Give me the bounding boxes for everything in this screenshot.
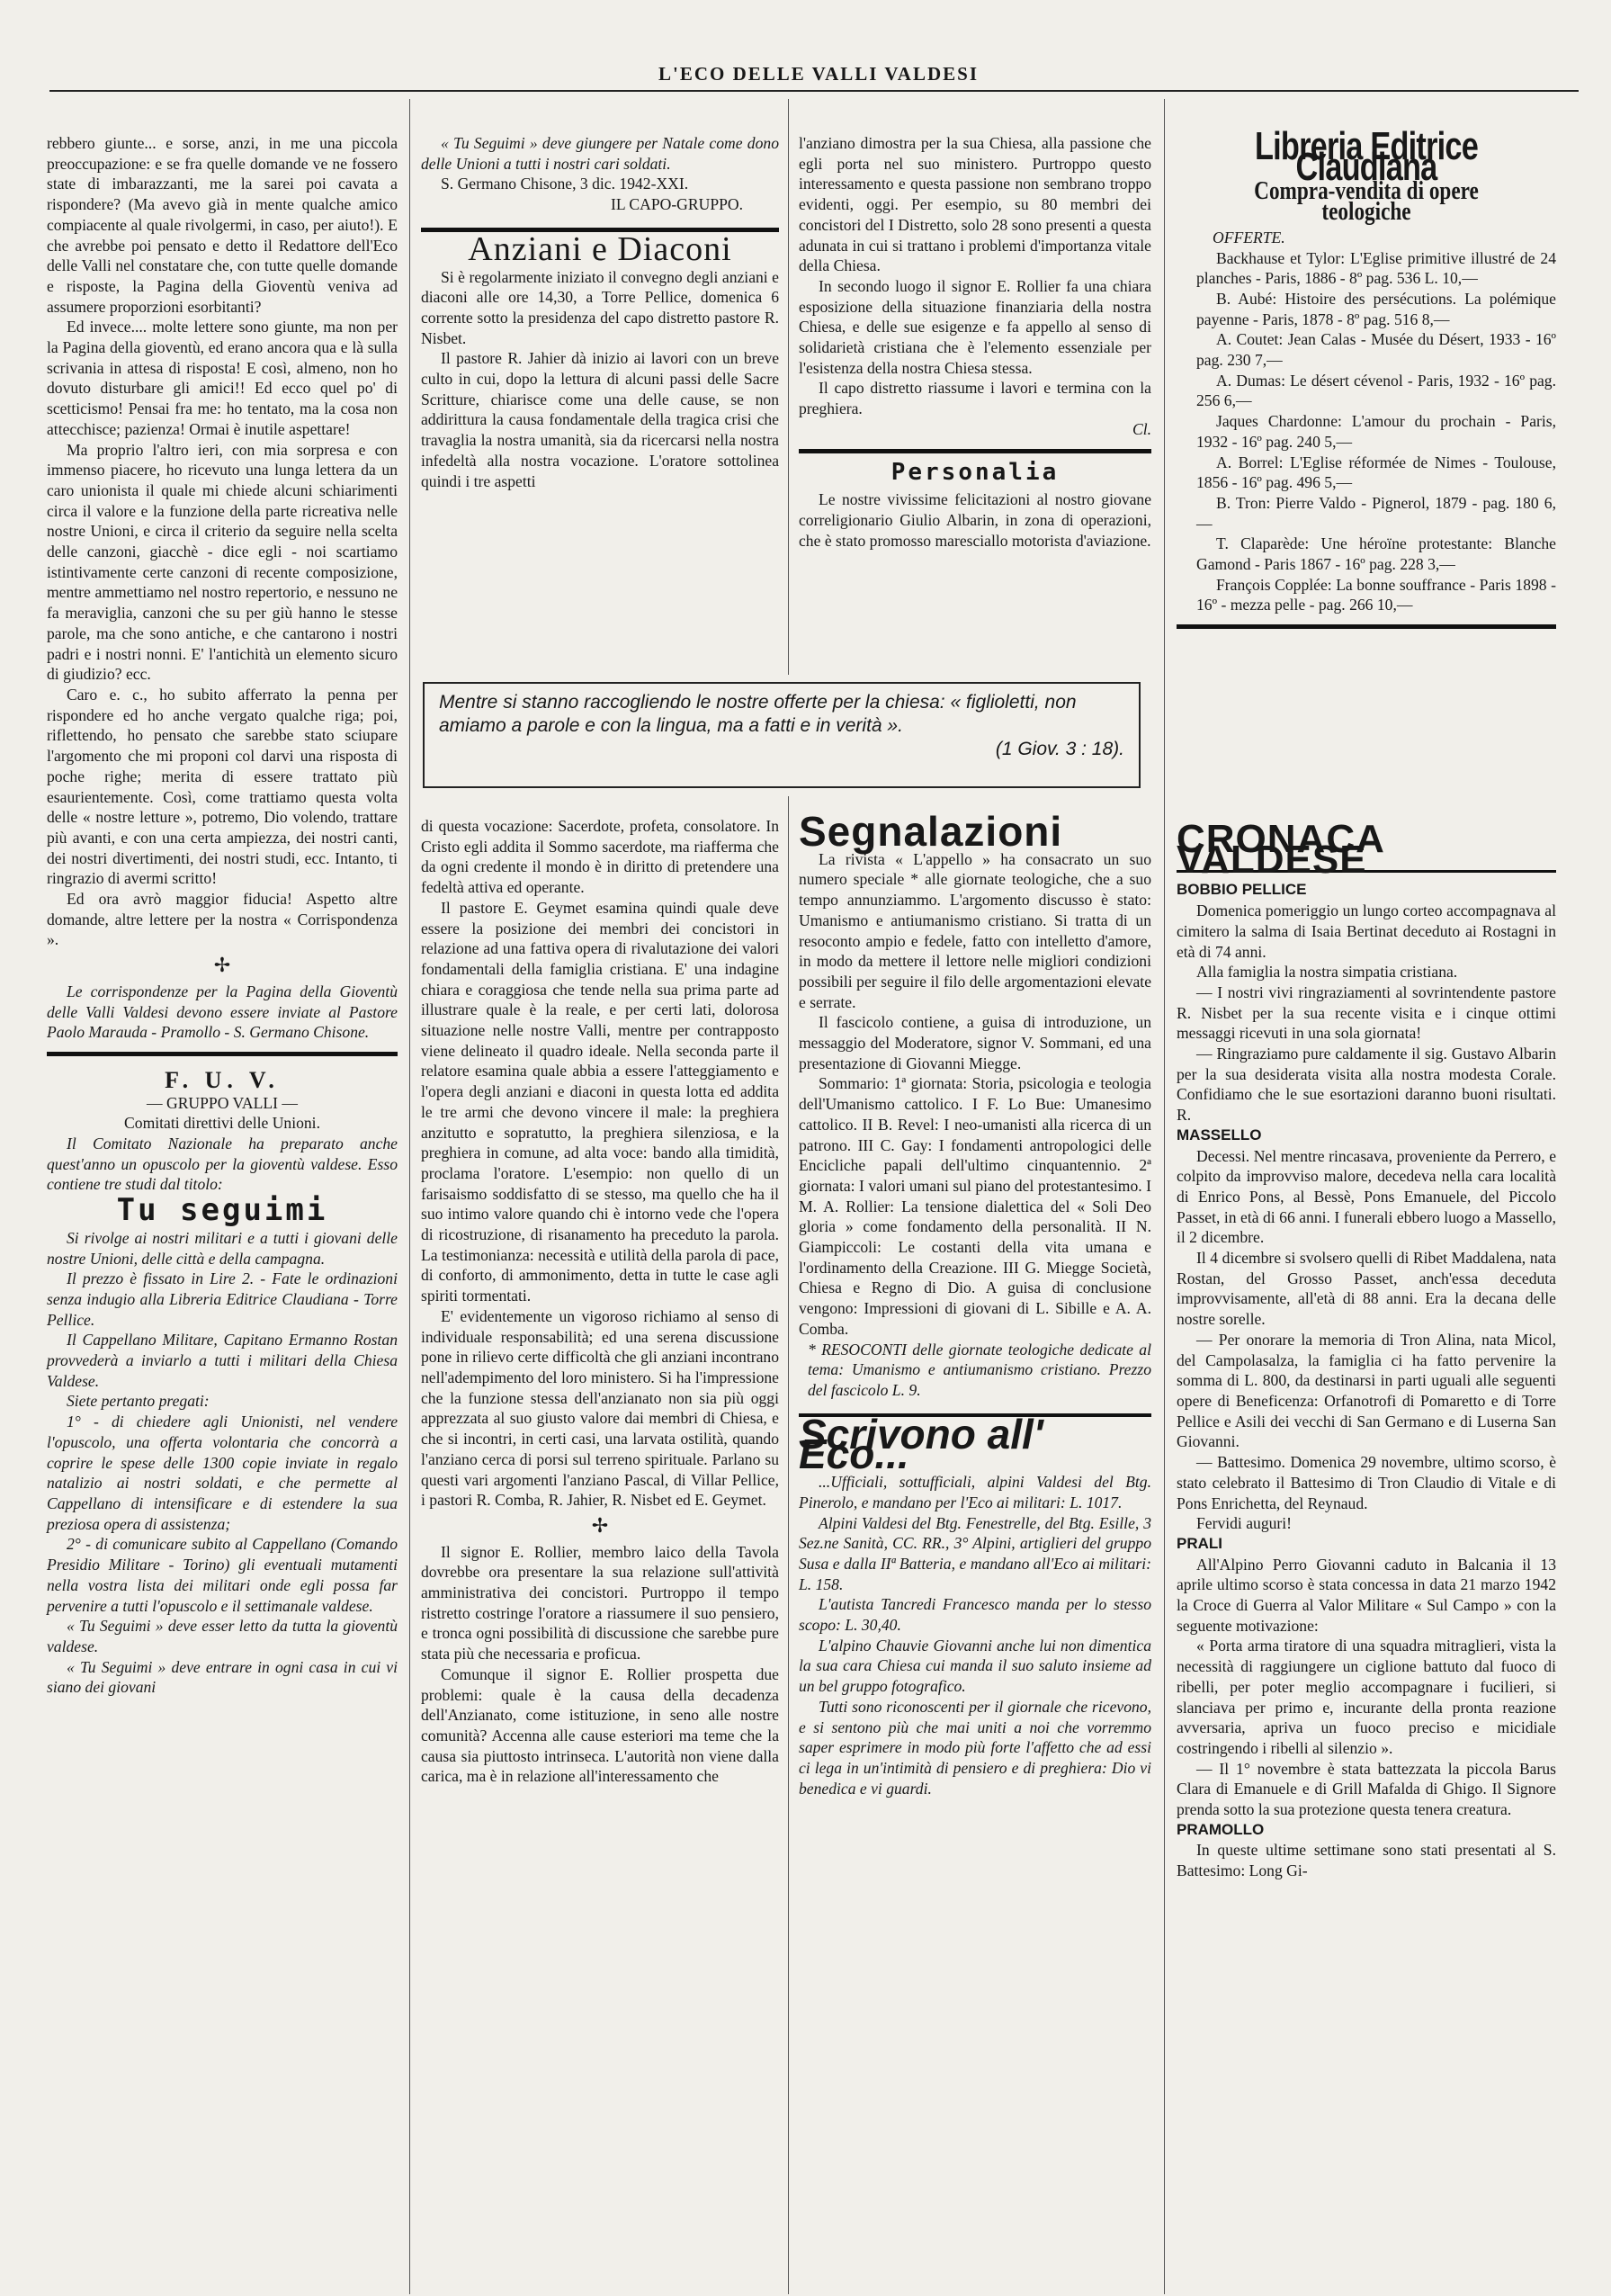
article-paragraph: La rivista « L'appello » ha consacrato un suo numero speciale * alle giornate teologiche, che a suo tempo annunziammo. L'argomento discusso è stato: Umanismo e antiumanismo cristiano. Si tratta di un resoconto ampio e fedele, fatto con intelletto d'amore, in modo da mettere il lettore nelle migliori condizioni possibili per seguire il filo delle argomentazioni elevate e serrate. [799, 849, 1151, 1011]
article-paragraph: All'Alpino Perro Giovanni caduto in Balcania il 13 aprile ultimo scorso è stata concessa in data 21 marzo 1942 la Croce di Guerra al Valor Militare « Sul Campo » con la seguente motivazione: [1177, 1555, 1556, 1635]
column-rule [788, 99, 789, 675]
article-paragraph: Sommario: 1ª giornata: Storia, psicologia e teologia dell'Umanismo cattolico. I F. Lo Bue: Umanesimo cattolico. II B. Revel: I neo-umanisti alla ricerca di un patrono. III C. Gay: I fondamenti antropologici delle Encicliche papali dell'ultimo cinquantennio. 2ª giornata: I valori umani sul piano del protestantesimo. I M. A. Rollier: La tensione dialettica del « Soli Deo gloria » come fondamento della personalità. II N. Giampiccoli: Le costanti della vita umana e l'ordinamento della Creazione. III G. Miegge Società, Chiesa e Regno di Dio. A guisa di conclusione vengono: Impressioni di giovani di L. Sibille e A. A. Comba. [799, 1074, 1151, 1338]
top-rule [49, 90, 1579, 92]
column-3-top [799, 133, 1151, 551]
libreria-subheading: Compra-vendita di opere teologiche [1254, 176, 1479, 227]
article-paragraph: Il Cappellano Militare, Capitano Ermanno Rostan provvederà a inviarlo a tutti i militari della Chiesa Valdese. [47, 1331, 398, 1390]
article-paragraph: « Porta arma tiratore di una squadra mitraglieri, vista la necessità di raggiungere un ciglione battuto dal fuoco di ribelli, per poter meglio accompagnare i fucilieri, si slanciava per primo e, incurante della pronta reazione avversaria, apriva un fuoco preciso e micidiale costringendo i ribelli al silenzio ». [1177, 1637, 1556, 1757]
article-paragraph: Siete pertanto pregati: [67, 1392, 210, 1411]
article-paragraph: Il capo distretto riassume i lavori e termina con la preghiera. [799, 379, 1151, 418]
offerte-label: OFFERTE. [1213, 228, 1285, 247]
article-paragraph: Si è regolarmente iniziato il convegno degli anziani e diaconi alle ore 14,30, a Torre Pellice, domenica 6 corrente sotto la presidenza del capo distretto pastore R. Nisbet. [421, 267, 779, 347]
article-paragraph: Tutti sono riconoscenti per il giornale che ricevono, e si sentono più che mai uniti a noi che vorremmo saper esprimere in modo più forte l'affetto che ad essi ci lega in un'intimità di pensiero e di preghiera: Dio vi benedica e vi guardi. [799, 1697, 1151, 1798]
article-paragraph: Caro e. c., ho subito afferrato la penna per rispondere ed ho anche vergato qualche riga; poi, riflettendo, ho pensato che sarebbe stato sciupare l'argomento che mi proponi col darvi una risposta di poche righe; merita di essere trattato più esaurientemente. Così, come trattiamo questa volta delle « nostre letture », potremo, Dio volendo, trattare più avanti, e con una certa ampiezza, dei nostri canti, dei nostri divertimenti, dei nostri studi, ecc. Intanto, ti ringrazio di avermi scritto! [47, 685, 398, 888]
article-paragraph: Ma proprio l'altro ieri, con mia sorpresa e con immenso piacere, ho ricevuto una lunga lettera da un caro unionista il quale mi chiede alcuni schiarimenti circa il valore e la funzione della parte ricreativa nelle nostre Unioni, e circa il criterio da seguire nella scelta delle canzoni, giacchè - dice egli - noi scartiamo istintivamente certe canzoni di recente composizione, mentre ammettiamo nel nostro repertorio, e nessuno ne fa meraviglia, canzoni che su per giù hanno le stesse parole, ma che sono antiche, e che cantarono i nostri padri e i nostri nonni. E' l'antichità un elemento sicuro di giudizio? ecc. [47, 440, 398, 684]
section-rule [799, 449, 1151, 453]
book-item: Jaques Chardonne: L'amour du prochain - Paris, 1932 - 16º pag. 240 5,— [1196, 412, 1556, 451]
fuv-subheading-2: Comitati direttivi delle Unioni. [124, 1114, 320, 1133]
article-paragraph: L'alpino Chauvie Giovanni anche lui non dimentica la sua cara Chiesa cui manda il suo saluto insieme ad un bel gruppo fotografico. [799, 1636, 1151, 1696]
article-paragraph: l'anziano dimostra per la sua Chiesa, alla passione che egli porta nel suo ministero. Purtroppo questo interessamento e questa passione non sembrano troppo evidenti, oggi. Per esempio, su 80 membri dei concistori del I Distretto, solo 28 sono presenti a questa adunata in cui si trattano i problemi d'importanza vitale della Chiesa. [799, 134, 1151, 275]
article-paragraph: Il pastore E. Geymet esamina quindi quale deve essere la posizione dei membri dei concistori in relazione ad una fattiva opera di rivalutazione dei valori fondamentali della famiglia cristiana. E' una indagine chiara e coraggiosa che tende nella sua prima parte ad illustrare quale è la reale, e per certi lati, dolorosa situazione nelle nostre Valli, mentre per contrapposto viene delineato il quadro ideale. Nella seconda parte il relatore esamina quale abbia a essere l'atteggiamento e l'opera degli anziani e diaconi in questa lotta ed addita le tre armi che devono vincere il male: la preghiera anzitutto e sopratutto, la preghiera silenziosa, e la preghiera in comune, ad alta voce: bando alla timidità, proclama l'oratore. L'esempio: non quello di un farisaismo soddisfatto di se stesso, ma quello che ha il suo intimo valore quando chi è intorno vede che l'opera di ricostruzione, di risanamento ha preceduto la parola. La testimonianza: necessità e utilità della parola di pace, di conforto, di ammonimento, detta in tutte le case agli spiriti tormentati. [421, 898, 779, 1305]
article-paragraph: Alla famiglia la nostra simpatia cristiana. [1196, 963, 1458, 982]
article-paragraph: Le nostre vivissime felicitazioni al nostro giovane correligionario Giulio Albarin, in zona di operazioni, che è stato promosso maresciallo motorista d'aviazione. [799, 490, 1151, 550]
article-paragraph: Decessi. Nel mentre rincasava, proveniente da Perrero, e colpito da improvviso malore, decedeva nella cara località di Enrico Pons, al Bessè, Pons Emanuele, del Piccolo Passet, in età di 66 anni. I funerali ebbero luogo a Massello, il 2 dicembre. [1177, 1146, 1556, 1247]
article-paragraph: Il fascicolo contiene, a guisa di introduzione, un messaggio del Moderatore, signor V. Sommani, ed una presentazione di Giovanni Miegge. [799, 1013, 1151, 1072]
article-paragraph: — Battesimo. Domenica 29 novembre, ultimo scorso, è stato celebrato il Battesimo di Tron Claudio di Vitale e di Pons Enrichetta, del Reynaud. [1177, 1453, 1556, 1512]
masthead: L'ECO DELLE VALLI VALDESI [658, 63, 979, 85]
tu-seguimi-heading: Tu seguimi [116, 1192, 328, 1229]
article-paragraph: di questa vocazione: Sacerdote, profeta, consolatore. In Cristo egli addita il Sommo sacerdote, ma riafferma che da ogni credente il mondo è in diritto di pretendere una fedeltà attiva ed operante. [421, 817, 779, 897]
libreria-heading: Libreria Editrice Claudiana [1254, 124, 1479, 189]
dateline: S. Germano Chisone, 3 dic. 1942-XXI. [441, 175, 689, 193]
column-1 [47, 133, 398, 1698]
cross-ornament: ✢ [213, 954, 231, 977]
cronaca-heading: CRONACA VALDESE [1177, 830, 1556, 873]
article-paragraph: — Ringraziamo pure caldamente il sig. Gustavo Albarin per la sua desiderata visita alla nostra modesta Corale. Confidiamo che le sue esortazioni daranno buoni risultati. R. [1177, 1045, 1556, 1125]
quote-reference: (1 Giov. 3 : 18). [995, 739, 1124, 759]
section-title: PRAMOLLO [1177, 1820, 1265, 1838]
footnote: * RESOCONTI delle giornate teologiche dedicate al tema: Umanismo e antiumanismo cristiano. Prezzo del fascicolo L. 9. [808, 1340, 1151, 1399]
column-rule [788, 796, 789, 2294]
book-item: François Copplée: La bonne souffrance - Paris 1898 - 16º - mezza pelle - pag. 266 10,— [1196, 575, 1556, 614]
book-item: B. Aubé: Histoire des persécutions. La polémique payenne - Paris, 1878 - 8º pag. 516 8,— [1196, 289, 1556, 328]
article-paragraph: Ed invece.... molte lettere sono giunte, ma non per la Pagina della gioventù, ed erano ancora qua e là sulla scrivania in attesa di risposta! E così, almeno, non ho dovuto disturbare gli amici!! Ed ecco quel po' di scetticismo! Pensai fra me: ho tentato, ma la cosa non attecchisce; pazienza! Ormai è inutile aspettare! [47, 318, 398, 438]
section-rule [1177, 624, 1556, 629]
quote-text: Mentre si stanno raccogliendo le nostre offerte per la chiesa: « figlioletti, non amiamo a parole e con la lingua, ma a fatti e in verità ». [439, 692, 1077, 736]
fuv-intro: Il Comitato Nazionale ha preparato anche quest'anno un opuscolo per la gioventù valdese. Esso contiene tre studi dal titolo: [47, 1135, 398, 1194]
anziani-heading: Anziani e Diaconi [468, 229, 732, 268]
article-paragraph: Ed ora avrò maggior fiducia! Aspetto altre domande, altre lettere per la nostra « Corrispondenza ». [47, 890, 398, 949]
article-paragraph: « Tu Seguimi » deve entrare in ogni casa in cui vi siano dei giovani [47, 1657, 398, 1697]
book-item: A. Borrel: L'Eglise réformée de Nimes - Toulouse, 1856 - 16º pag. 496 5,— [1196, 453, 1556, 492]
correspondence-note: Le corrispondenze per la Pagina della Gioventù delle Valli Valdesi devono essere inviate al Pastore Paolo Marauda - Pramollo - S. Germano Chisone. [47, 982, 398, 1042]
section-rule [47, 1052, 398, 1056]
article-paragraph: Si rivolge ai nostri militari e a tutti i giovani delle nostre Unioni, delle città e della campagna. [47, 1228, 398, 1268]
segnalazioni-heading: Segnalazioni [799, 808, 1063, 855]
article-paragraph: In queste ultime settimane sono stati presentati al S. Battesimo: Long Gi- [1177, 1841, 1556, 1880]
book-item: A. Coutet: Jean Calas - Musée du Désert, 1933 - 16º pag. 230 7,— [1196, 330, 1556, 370]
article-paragraph: In secondo luogo il signor E. Rollier fa una chiara esposizione della situazione finanziaria della nostra Chiesa, e delle sue esigenze e fa appello al senso di solidarietà cristiana che è l'elemento essenziale per l'esistenza della nostra Chiesa stessa. [799, 276, 1151, 377]
section-title: BOBBIO PELLICE [1177, 881, 1307, 899]
column-3-bottom [799, 808, 1151, 1798]
article-paragraph: Il 4 dicembre si svolsero quelli di Ribet Maddalena, nata Rostan, del Grosso Passet, anch'essa deceduta improvvisamente, all'età di 88 anni. Era la decana delle nostre sorelle. [1177, 1249, 1556, 1329]
cross-ornament: ✢ [591, 1513, 609, 1537]
article-paragraph: rebbero giunte... e sorse, anzi, in me una piccola preoccupazione: e se fra quelle domande ve ne fossero state di imbarazzanti, me la sarei poi cavata a rispondere? (Ma avevo già in mente qualche amico compiacente al quale rivolgermi, in caso, per aiuto!). E che avrebbe poi pensato e detto il Redattore dell'Eco delle Valli nel constatare che, con tutte quelle domande e risposte, la Pagina della Gioventù veniva ad assumere proporzioni esorbitanti? [47, 134, 398, 316]
signature: IL CAPO-GRUPPO. [611, 195, 743, 214]
article-paragraph: — Il 1° novembre è stata battezzata la piccola Barus Clara di Emanuele e di Grill Mafalda di Ghigo. Il Signore prenda sotto la sua protezione questa tenera creatura. [1177, 1759, 1556, 1819]
column-rule [1164, 99, 1165, 2294]
book-item: Backhause et Tylor: L'Eglise primitive illustré de 24 planches - Paris, 1886 - 8º pag. 536 L. 10,— [1196, 248, 1556, 288]
fuv-heading: F. U. V. [165, 1066, 280, 1093]
article-paragraph: E' evidentemente un vigoroso richiamo al senso di individuale responsabilità; ed una serena discussione pone in rilievo certe difficoltà che gli anziani incontrano nell'adempimento del loro ministero. Si ha l'impressione che la funzione stessa dell'anzianato non sia più oggi apprezzata al suo giusto valore dai membri di Chiesa, e che si incontri, in certi casi, una larvata ostilità, quando l'anziano cerca di porsi sul terreno spirituale. Parlano su questi vari argomenti l'anziano Pascal, di Villar Pellice, i pastori R. Comba, R. Jahier, R. Nisbet ed E. Geymet. [421, 1306, 779, 1510]
column-rule [409, 99, 410, 2294]
article-paragraph: Fervidi auguri! [1196, 1514, 1293, 1533]
article-paragraph: Il prezzo è fissato in Lire 2. - Fate le ordinazioni senza indugio alla Libreria Editrice Claudiana - Torre Pellice. [47, 1269, 398, 1329]
scripture-quote-box [423, 682, 1141, 788]
personalia-heading: Personalia [891, 458, 1060, 486]
article-paragraph: L'autista Tancredi Francesco manda per lo stesso scopo: L. 30,40. [799, 1595, 1151, 1635]
article-paragraph: — I nostri vivi ringraziamenti al sovrintendente pastore R. Nisbet per la sua recente visita e i cinque ottimi messaggi ricevuti in una sola giornata! [1177, 982, 1556, 1043]
article-paragraph: 1° - di chiedere agli Unionisti, nel vendere l'opuscolo, una offerta volontaria che concorrà a coprire le spese delle 1300 copie inviate in regalo natalizio ai nostri soldati, e che permette al Cappellano di intensificare e di estendere la sua preziosa opera di assistenza; [47, 1413, 398, 1533]
book-item: A. Dumas: Le désert cévenol - Paris, 1932 - 16º pag. 256 6,— [1196, 371, 1556, 410]
book-list [1177, 248, 1556, 616]
article-paragraph: — Per onorare la memoria di Tron Alina, nata Micol, del Campolasalza, la famiglia ci ha fatto pervenire la somma di L. 800, da destinarsi in parti uguali alle seguenti opere di Beneficenza: Orfanotrofi di Pomaretto e di Torre Pellice e Asili dei vecchi di San Germano e di Luserna San Giovanni. [1177, 1330, 1556, 1451]
column-2-top [421, 133, 779, 491]
article-paragraph: Comunque il signor E. Rollier prospetta due problemi: quale è la causa della decadenza dell'Anzianato, come istituzione, in seno alle nostre comunità? Accenna alle cause esteriori ma teme che la causa sia piuttosto intrinseca. L'autorità non viene dalla carica, ma è in relazione all'interessamento che [421, 1664, 779, 1786]
article-paragraph: 2° - di comunicare subito al Cappellano (Comando Presidio Militare - Torino) gli eventuali mutamenti nella vostra lista dei militari onde egli possa far pervenire a tutti l'opuscolo e il settimanale valdese. [47, 1535, 398, 1615]
column-4-top [1177, 124, 1556, 629]
article-paragraph: Il signor E. Rollier, membro laico della Tavola dovrebbe ora presentare la sua relazione sull'attività amministrativa dei concistori. Purtroppo il tempo ristretto costringe l'oratore a riassumere il suo pensiero, e tronca ogni possibilità di discussione che sarebbe pure stata più che necessaria e proficua. [421, 1542, 779, 1664]
tu-seguimi-quote: « Tu Seguimi » deve giungere per Natale come dono delle Unioni a tutti i nostri cari soldati. [421, 134, 779, 173]
column-4-bottom [1177, 817, 1556, 1881]
column-2-bottom [421, 816, 779, 1787]
article-paragraph: Il pastore R. Jahier dà inizio ai lavori con un breve culto in cui, dopo la lettura di alcuni passi delle Sacre Scritture, chiarisce come una delle cause, se non addirittura la causa fondamentale della tragica crisi che travaglia la nostra umanità, sia da ricercarsi nella nostra infedeltà alla nostra vocazione. L'oratore sottolinea quindi i tre aspetti [421, 349, 779, 490]
article-paragraph: Domenica pomeriggio un lungo corteo accompagnava al cimitero la salma di Isaia Bertinat deceduto ai Rostagni in età di 74 anni. [1177, 901, 1556, 961]
book-item: B. Tron: Pierre Valdo - Pignerol, 1879 - pag. 180 6,— [1196, 493, 1556, 533]
book-item: T. Claparède: Une héroïne protestante: Blanche Gamond - Paris 1867 - 16º pag. 228 3,— [1196, 534, 1556, 574]
scrivono-heading: Scrivono all' Eco... [799, 1410, 1043, 1478]
section-title: MASSELLO [1177, 1126, 1262, 1144]
article-paragraph: Alpini Valdesi del Btg. Fenestrelle, del Btg. Esille, 3 Sez.ne Sanità, CC. RR., 3° Alpini, artiglieri del gruppo Susa e dalla IIª Batteria, e mandano all'Eco ai militari: L. 158. [799, 1513, 1151, 1593]
signature: Cl. [1132, 419, 1151, 438]
section-title: PRALI [1177, 1534, 1222, 1552]
fuv-subheading: — GRUPPO VALLI — [147, 1093, 298, 1112]
article-paragraph: « Tu Seguimi » deve esser letto da tutta la gioventù valdese. [47, 1617, 398, 1655]
article-paragraph: ...Ufficiali, sottufficiali, alpini Valdesi del Btg. Pinerolo, e mandano per l'Eco ai militari: L. 1017. [799, 1473, 1151, 1511]
